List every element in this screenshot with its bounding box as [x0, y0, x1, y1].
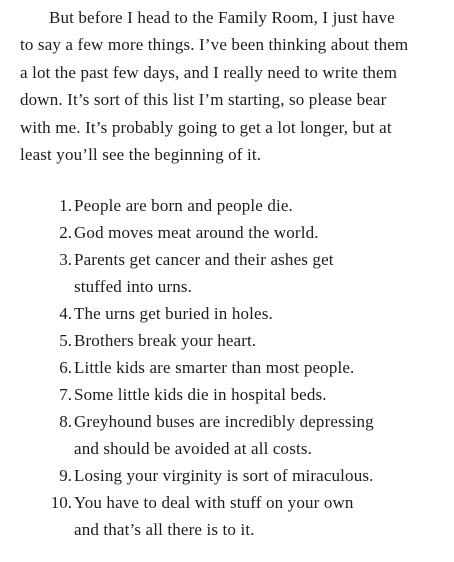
list-item — [50, 327, 450, 354]
paragraph-line: to say a few more things. I’ve been thinking about them — [20, 35, 409, 55]
list-item — [50, 408, 450, 462]
list-item-text: stuffed into urns. — [74, 277, 193, 296]
list-item-number: 6. — [59, 358, 72, 377]
list-item-number: 5. — [59, 331, 72, 350]
paragraph-line: down. It’s sort of this list I’m starting, so please bear — [20, 90, 387, 110]
list-item — [50, 489, 450, 543]
list-item-text: God moves meat around the world. — [74, 223, 319, 242]
paragraph-line: with me. It’s probably going to get a lot longer, but at — [20, 117, 392, 137]
list-item — [50, 381, 450, 408]
list-item-text: and should be avoided at all costs. — [74, 439, 313, 458]
paragraph-line: But before I head to the Family Room, I just have — [49, 8, 395, 27]
list-item-text: The urns get buried in holes. — [74, 304, 273, 323]
list-item-text: Parents get cancer and their ashes get — [74, 250, 334, 269]
list-item — [50, 192, 450, 219]
list-item-text: Little kids are smarter than most people. — [74, 358, 355, 377]
list-item-text: Some little kids die in hospital beds. — [74, 385, 327, 404]
list-item — [50, 462, 450, 489]
paragraph-line: a lot the past few days, and I really need to write them — [20, 62, 398, 82]
list-item-number: 1. — [59, 196, 72, 215]
list-item — [50, 246, 450, 300]
list-item — [50, 354, 450, 381]
list-item-number: 4. — [59, 304, 72, 323]
list-item-number: 7. — [59, 385, 72, 404]
list-item-text: and that’s all there is to it. — [74, 520, 255, 539]
list-item-text: People are born and people die. — [74, 196, 293, 215]
list-item-number: 9. — [59, 466, 72, 485]
list-item-number: 2. — [59, 223, 72, 242]
list-item-text: Brothers break your heart. — [74, 331, 257, 350]
list-item-text: Greyhound buses are incredibly depressing — [74, 412, 374, 431]
list-item-number: 8. — [59, 412, 72, 431]
list-item — [50, 219, 450, 246]
list-item-text: Losing your virginity is sort of miraculous. — [74, 466, 374, 485]
list-item — [50, 300, 450, 327]
list-item-text: You have to deal with stuff on your own — [74, 493, 354, 512]
paragraph-line: least you’ll see the beginning of it. — [20, 144, 262, 164]
numbered-list — [50, 192, 450, 543]
list-item-number: 10. — [50, 493, 72, 512]
intro-paragraph — [20, 4, 448, 168]
list-item-number: 3. — [59, 250, 72, 269]
